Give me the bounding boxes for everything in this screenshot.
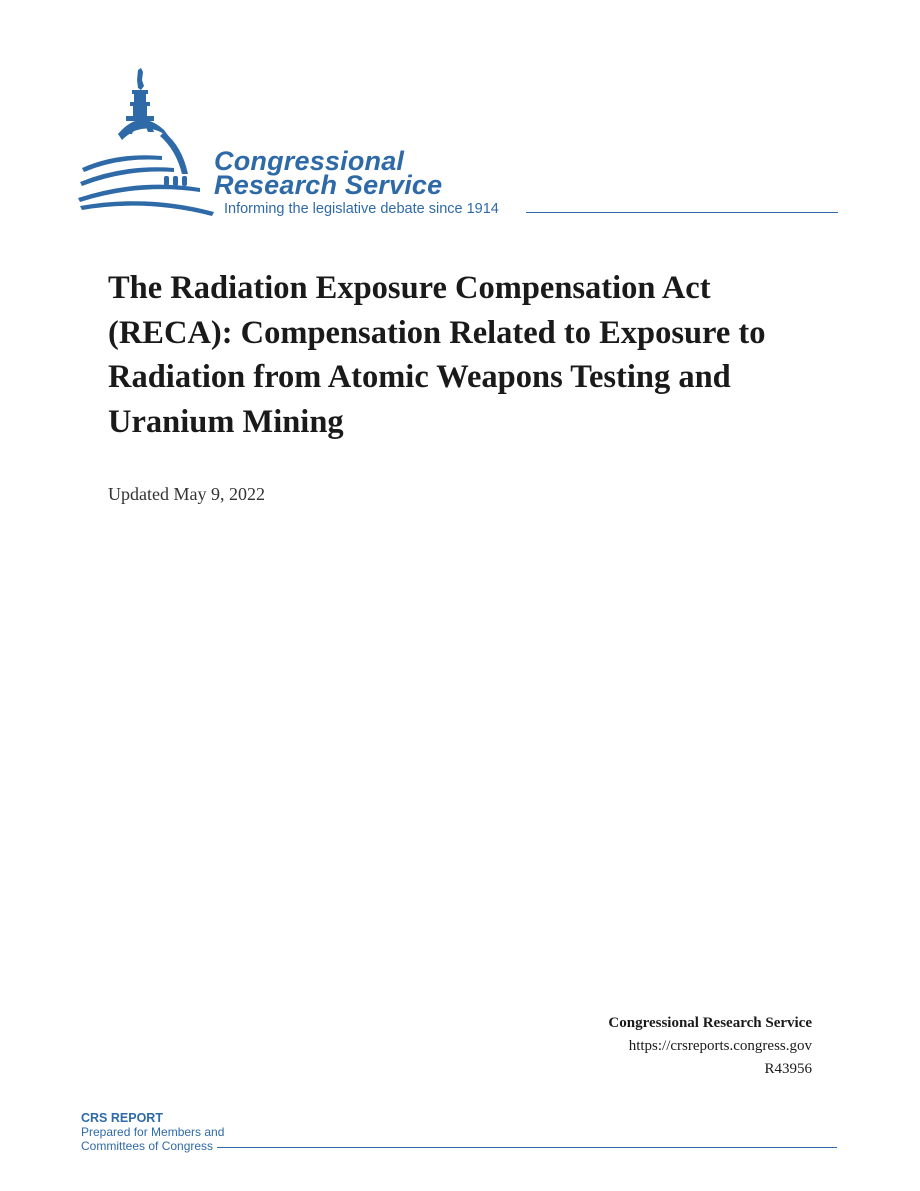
contact-block bbox=[608, 1012, 812, 1081]
crs-logo bbox=[78, 64, 838, 224]
contact-url[interactable]: https://crsreports.congress.gov bbox=[628, 1038, 812, 1054]
logo-wordmark-line2: Research Service bbox=[214, 170, 443, 200]
footer bbox=[81, 1111, 837, 1157]
footer-label: CRS REPORT bbox=[81, 1111, 163, 1125]
report-title: The Radiation Exposure Compensation Act (RECA): Compensation Related to Exposure to Radiation from Atomic Weapons Testing and Uranium Mining bbox=[108, 270, 766, 440]
report-number: R43956 bbox=[764, 1061, 812, 1077]
footer-line2: Committees of Congress bbox=[81, 1139, 214, 1153]
report-updated-date: Updated May 9, 2022 bbox=[108, 484, 265, 504]
contact-org: Congressional Research Service bbox=[608, 1015, 812, 1031]
capitol-dome-icon bbox=[78, 64, 218, 224]
logo-tagline: Informing the legislative debate since 1914 bbox=[224, 201, 499, 217]
header-divider bbox=[526, 212, 838, 213]
footer-line1: Prepared for Members and bbox=[81, 1125, 225, 1139]
footer-divider bbox=[217, 1147, 837, 1148]
footer-line2-row bbox=[81, 1139, 837, 1153]
logo-wordmark-line1: Congressional bbox=[214, 146, 405, 176]
